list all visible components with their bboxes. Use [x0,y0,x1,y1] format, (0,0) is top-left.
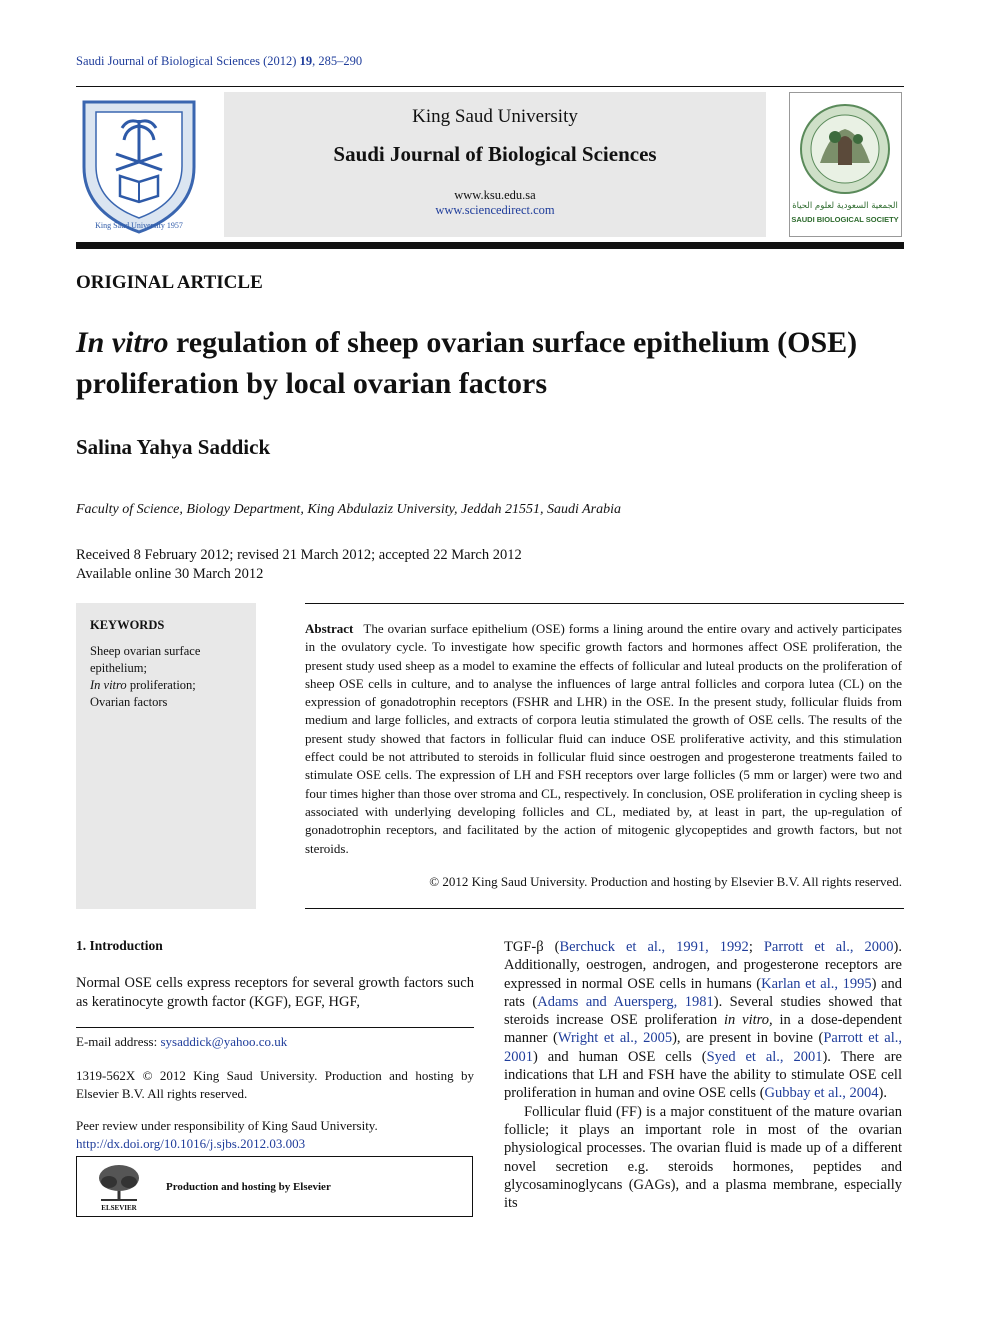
abstract-bottom-rule [305,908,904,909]
col2-text-10: ). [878,1085,887,1102]
intro-column-2 [504,938,902,1212]
journal-banner [224,92,766,237]
col2-text-1: TGF-β ( [504,939,560,955]
col2-text-7: ), are present in bovine ( [672,1030,824,1047]
ref-adams[interactable]: Adams and Auersperg, 1981 [537,993,714,1010]
col2-paragraph-2: Follicular fluid (FF) is a major constituent of the mature ovarian follicle; it plays an important role in most of the ovarian physiological processes. The ovarian fluid is made up of a different novel secretion e.g. steroids hormones, peptides and glycosaminoglycans (GAGs), and a plasma membrane, especially its [504,1103,902,1212]
abstract-text: The ovarian surface epithelium (OSE) forms a lining around the entire ovary and actively participates in the ovulatory cycle. To investigate how specific growth factors and hormones affect OSE proliferation, the present study used sheep as a model to examine the effects of follicular and luteal products on the proliferation of sheep OSE cells in culture, and to analyse the influences of large antral follicles and corpora lutea (CL) on the expression of gonadotrophin receptors (FSHR and LHR) in the OSE. In the present study, follicular fluids from medium and large follicles, and extracts of corpora leutia stimulated the growth of OSE cells. The results of the present study showed that factors in follicular fluid can induce OSE proliferative activity, and this stimulation effect could be not attributed to steroids in follicular fluid since oestrogen and progesterone treatments failed to stimulate OSE cells. The expression of LH and FSH receptors over large follicles (5 mm or larger) were two and four times higher than those over stroma and CL, respectively. In conclusion, OSE proliferation in cycling sheep is associated with underlying developing follicles and CL, mediated by, at least in part, the up-regulation of gonadotrophin receptors, and facilitated by the action of mitogenic glycopeptides and growth factors, but not steroids. [305,621,903,856]
saudi-biological-society-logo [789,92,902,237]
keyword-2-rest: proliferation; [126,678,196,692]
intro-paragraph-1: Normal OSE cells express receptors for several growth factors such as keratinocyte growth factor (KGF), EGF, HGF, [76,975,474,1010]
society-name: SAUDI BIOLOGICAL SOCIETY [791,215,899,224]
author-name: Salina Yahya Saddick [76,435,271,459]
keyword-2-italic: In vitro [90,678,127,692]
col2-text-8: ) and human OSE cells ( [533,1048,707,1065]
society-arabic-name: الجمعية السعودية لعلوم الحياة [792,201,898,211]
email-footnote [76,1034,287,1050]
ref-syed[interactable]: Syed et al., 2001 [706,1048,823,1065]
keywords-heading: KEYWORDS [90,618,165,632]
elsevier-tree-logo [95,1162,143,1212]
article-dates [76,546,522,584]
peer-review-footnote [76,1117,474,1152]
online-date: Available online 30 March 2012 [76,566,264,582]
footnote-rule [76,1027,474,1028]
citation-journal: Saudi Journal of Biological Sciences (2012) [76,54,297,68]
journal-citation [76,54,362,69]
ref-gubbay[interactable]: Gubbay et al., 2004 [764,1085,879,1102]
email-label: E-mail address: [76,1034,161,1049]
col2-text-3: ). Additionally, oestrogen, androgen, and progesterone receptors are expressed in normal OSE cells in humans ( [504,939,902,992]
title-rest: regulation of sheep ovarian surface epithelium (OSE) proliferation by local ovarian factors [76,326,858,400]
sciencedirect-link[interactable]: www.sciencedirect.com [435,203,555,217]
title-italic: In vitro [76,326,169,359]
ksu-url[interactable]: www.ksu.edu.sa [454,188,536,202]
col2-text-2: ; [748,939,764,955]
elsevier-logo-text: ELSEVIER [101,1204,137,1212]
ksu-logo-text: King Saud University 1957 [95,221,183,230]
keywords-box [76,603,256,909]
keywords-list [90,643,230,711]
ksu-logo [76,92,202,237]
ref-karlan[interactable]: Karlan et al., 1995 [761,975,872,992]
col2-text-9: ). There are indications that LH and FSH have the ability to stimulate OSE cell proliferation in human and ovine OSE cells ( [504,1048,902,1102]
keyword-1: Sheep ovarian surface epithelium; [90,644,201,675]
ref-parrott-2001[interactable]: Parrott et al., 2001 [504,1030,903,1065]
article-title [76,322,906,404]
elsevier-label: Production and hosting by Elsevier [166,1181,331,1193]
col2-text-6: in a dose-dependent manner ( [504,1012,902,1047]
affiliation: Faculty of Science, Biology Department, King Abdulaziz University, Jeddah 21551, Saudi Arabia [76,502,622,517]
citation-pages: , 285–290 [312,54,363,68]
ref-wright[interactable]: Wright et al., 2005 [557,1030,673,1047]
abstract-copyright: © 2012 King Saud University. Production and hosting by Elsevier B.V. All rights reserved. [429,874,902,889]
article-type: ORIGINAL ARTICLE [76,272,263,293]
section-heading-introduction: 1. Introduction [76,938,163,953]
copyright-footnote: 1319-562X © 2012 King Saud University. Production and hosting by Elsevier B.V. All rights reserved. [76,1068,474,1101]
keyword-2 [90,677,230,694]
journal-title: Saudi Journal of Biological Sciences [333,142,657,166]
col2-paragraph-1 [504,938,902,1103]
col2-text-5: ). Several studies showed that steroids increase OSE proliferation [504,993,902,1029]
ref-berchuck[interactable]: Berchuck et al., 1991, 1992 [559,939,749,955]
university-name: King Saud University [412,106,578,127]
abstract-top-rule [305,603,904,604]
keyword-3: Ovarian factors [90,695,168,709]
ref-parrott-2000[interactable]: Parrott et al., 2000 [763,939,894,955]
col2-italic-invitro: in vitro, [724,1012,773,1029]
elsevier-box [76,1156,473,1217]
abstract [305,620,902,858]
col2-text-4: ) and rats ( [504,975,903,1010]
abstract-heading: Abstract [305,621,354,636]
masthead-rule [76,242,904,249]
email-link[interactable]: sysaddick@yahoo.co.uk [160,1034,288,1049]
received-dates: Received 8 February 2012; revised 21 March 2012; accepted 22 March 2012 [76,547,522,563]
citation-volume: 19 [299,54,313,68]
doi-link[interactable]: http://dx.doi.org/10.1016/j.sjbs.2012.03.003 [76,1135,306,1151]
peer-review-text: Peer review under responsibility of King Saud University. [76,1118,378,1133]
